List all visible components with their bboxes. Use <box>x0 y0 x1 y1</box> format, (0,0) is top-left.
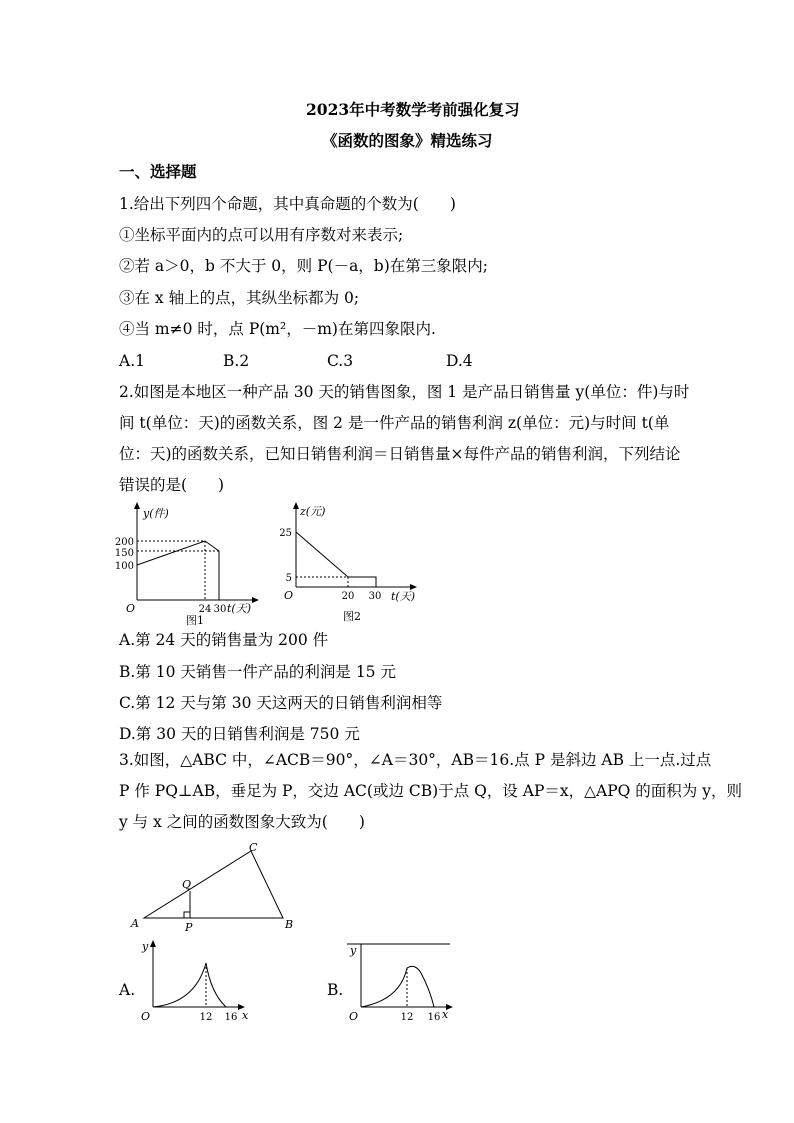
q2-figure-2 <box>280 500 430 625</box>
q3-stem-line: 3.如图，△ABC 中，∠ACB＝90°，∠A＝30°，AB＝16.点 P 是斜边 AB 上一点.过点 <box>119 751 712 769</box>
fig1-line <box>137 541 219 600</box>
fig1-arrow <box>252 597 259 603</box>
graph-a-tick: 16 <box>224 1012 238 1023</box>
fig1-xlabel: t(天) <box>227 602 252 615</box>
fig2-line <box>296 532 376 587</box>
q1-stem: 1.给出下列四个命题，其中真命题的个数为( ) <box>119 195 456 213</box>
q1-item: ④当 m≠0 时，点 P(m²，－m)在第四象限内. <box>119 320 436 338</box>
graph-b-curve <box>361 966 434 1007</box>
graph-a-curve <box>153 963 226 1007</box>
q1-item: ①坐标平面内的点可以用有序数对来表示; <box>119 226 404 244</box>
q2-stem-line: 错误的是( ) <box>119 476 225 494</box>
fig2-xlabel: t(天) <box>391 590 416 603</box>
fig1-ytick: 200 <box>114 537 134 548</box>
title-line-2: 《函数的图象》精选练习 <box>322 131 493 150</box>
fig2-ytick: 25 <box>279 528 292 539</box>
label-p: P <box>185 921 193 934</box>
section-heading: 一、选择题 <box>119 162 197 181</box>
graph-b-xlabel: x <box>442 1008 449 1021</box>
fig2-ylabel: z(元) <box>300 505 326 518</box>
q3-stem-line: y 与 x 之间的函数图象大致为( ) <box>119 813 365 831</box>
fig2-caption: 图2 <box>343 610 361 623</box>
q1-option-b: B.2 <box>223 352 250 370</box>
graph-a-origin: O <box>141 1010 151 1023</box>
graph-b-ylabel: y <box>350 944 357 957</box>
q2-stem-line: 位：天)的函数关系，已知日销售利润＝日销售量×每件产品的销售利润，下列结论 <box>119 445 681 463</box>
q2-option-b: B.第 10 天销售一件产品的利润是 15 元 <box>119 663 396 681</box>
graph-b-origin: O <box>349 1010 359 1023</box>
title-line-1: 2023年中考数学考前强化复习 <box>306 100 520 119</box>
fig1-ytick: 150 <box>114 548 134 559</box>
graph-a-arrow <box>150 940 156 947</box>
label-b: B <box>285 918 294 931</box>
label-a: A <box>131 917 139 930</box>
fig1-ytick: 100 <box>114 561 134 572</box>
right-angle-mark <box>184 912 190 918</box>
q3-graph-b <box>345 938 465 1028</box>
q3-graph-a <box>137 938 257 1028</box>
fig1-arrow <box>134 502 140 509</box>
graph-a-tick: 12 <box>199 1012 213 1023</box>
fig2-origin: O <box>284 589 294 602</box>
fig2-xtick: 30 <box>368 591 382 602</box>
fig1-caption: 图1 <box>186 614 204 627</box>
q1-item: ③在 x 轴上的点，其纵坐标都为 0; <box>119 289 360 307</box>
fig2-xtick: 20 <box>341 591 355 602</box>
q2-stem-line: 间 t(单位：天)的函数关系，图 2 是一件产品的销售利润 z(单位：元)与时间 t(单 <box>119 414 670 432</box>
graph-a-ylabel: y <box>142 940 149 953</box>
q3-triangle-figure <box>125 840 325 935</box>
q3-option-b-label: B. <box>327 981 344 999</box>
q2-option-d: D.第 30 天的日销售利润是 750 元 <box>119 725 360 743</box>
fig1-origin: O <box>126 602 136 615</box>
graph-a-xlabel: x <box>242 1009 249 1022</box>
label-q: Q <box>182 878 192 891</box>
q3-stem-line: P 作 PQ⊥AB，垂足为 P，交边 AC(或边 CB)于点 Q，设 AP＝x，△APQ 的面积为 y，则 <box>119 782 742 800</box>
q2-stem-line: 2.如图是本地区一种产品 30 天的销售图象，图 1 是产品日销售量 y(单位：件)与时 <box>119 383 690 401</box>
fig1-xtick: 24 <box>198 604 212 615</box>
q1-option-c: C.3 <box>327 352 354 370</box>
fig2-arrow <box>293 502 299 509</box>
q3-option-a-label: A. <box>119 981 136 999</box>
graph-b-tick: 16 <box>427 1012 441 1023</box>
fig1-ylabel: y(件) <box>143 507 169 520</box>
graph-b-tick: 12 <box>400 1012 414 1023</box>
q2-option-c: C.第 12 天与第 30 天这两天的日销售利润相等 <box>119 694 443 712</box>
fig1-xtick: 30 <box>213 604 227 615</box>
triangle-abc <box>144 851 283 918</box>
q2-figure-1 <box>110 500 260 625</box>
q1-option-d: D.4 <box>446 352 473 370</box>
q1-item: ②若 a＞0，b 不大于 0，则 P(－a，b)在第三象限内; <box>119 257 489 275</box>
label-c: C <box>249 841 258 854</box>
fig2-ytick: 5 <box>285 573 292 584</box>
q1-option-a: A.1 <box>119 352 145 370</box>
q2-option-a: A.第 24 天的销售量为 200 件 <box>119 631 329 649</box>
